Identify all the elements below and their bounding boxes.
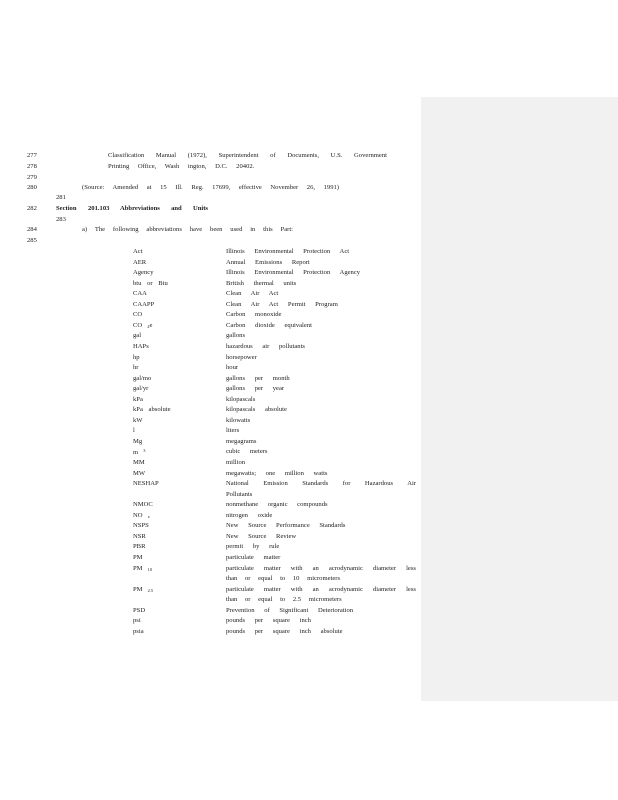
abbreviation-definition: cubic meters [226, 448, 268, 456]
abbreviation-term-text: PM [133, 553, 143, 561]
abbreviation-term-text: NESHAP [133, 480, 159, 488]
abbreviation-definition: liters [226, 427, 240, 435]
abbreviation-definition: megawatts; one million watts [226, 469, 328, 477]
abbreviation-definition-continued: Pollutants [226, 490, 253, 498]
abbreviation-term-text: MM [133, 459, 145, 466]
abbreviation-definition: nonmethane organic compounds [226, 501, 328, 509]
abbreviation-term-text: HAPs [133, 342, 149, 350]
abbreviation-term-text: l [133, 427, 135, 435]
abbreviation-definition-continued: than or equal to 10 micrometers [226, 575, 341, 583]
abbreviation-definition: Clean Air Act Permit Program [226, 300, 338, 308]
abbreviation-definition: kilowatts [226, 416, 251, 424]
abbreviation-definition: kilopascals absolute [226, 406, 287, 414]
section-title: Abbreviations and Units [120, 205, 208, 212]
abbreviation-term-text: gal/yr [133, 385, 149, 393]
abbreviation-term [133, 555, 143, 562]
abbreviation-term [133, 323, 152, 330]
abbreviation-term-text: kW [133, 416, 143, 424]
section-number: 201.103 [88, 205, 110, 212]
line-number: 279 [27, 174, 37, 181]
line-number: 283 [56, 216, 66, 223]
abbreviation-term [133, 449, 145, 457]
abbreviation-term-text: kPa [133, 395, 143, 403]
abbreviation-definition: pounds per square inch absolute [226, 627, 343, 635]
abbreviation-term-text: CAA [133, 290, 147, 298]
abbreviation-definition: gallons per year [226, 385, 285, 393]
abbreviation-term [133, 249, 143, 256]
abbreviation-term [133, 502, 153, 509]
abbreviation-term-text: hr [133, 364, 139, 372]
abbreviation-term [133, 418, 143, 425]
line-number: 282 [27, 205, 37, 212]
abbreviation-term-text: CO [133, 321, 143, 329]
abbreviation-term-text: NMOC [133, 501, 153, 509]
abbreviation-term-text: NSPS [133, 522, 149, 530]
abbreviation-term-text: PM [133, 585, 143, 593]
section-label: Section [56, 205, 77, 212]
abbreviation-term [133, 333, 141, 340]
abbreviation-term-text: m [133, 449, 139, 457]
abbreviation-subscript: 2 [142, 323, 150, 329]
abbreviation-definition: Carbon dioxide equivalent [226, 321, 312, 329]
abbreviation-term-text: NO [133, 511, 143, 519]
reference-line-2: Printing Office, Wash ington, D.C. 20402. [108, 163, 255, 170]
abbreviation-term-text: kPa absolute [133, 406, 171, 414]
abbreviation-definition: horsepower [226, 353, 257, 361]
abbreviation-term [133, 355, 140, 362]
abbreviation-definition: Carbon monoxide [226, 311, 282, 319]
abbreviation-term-text: Mg [133, 437, 143, 445]
abbreviation-subscript: x [142, 513, 150, 519]
abbreviation-term-text: Act [133, 248, 143, 255]
line-number: 281 [56, 194, 66, 201]
abbreviation-definition: National Emission Standards for Hazardous Air [226, 480, 416, 488]
abbreviation-definition: megagrams [226, 437, 257, 445]
abbreviation-term [133, 312, 142, 319]
abbreviation-term [133, 439, 142, 446]
line-number: 284 [27, 226, 37, 233]
abbreviation-subscript: 10 [142, 566, 153, 572]
abbreviation-term-text: PM [133, 564, 143, 572]
abbreviation-term [133, 270, 154, 277]
abbreviation-term [133, 407, 171, 414]
abbreviation-term [133, 566, 152, 573]
abbreviation-definition: particulate matter with an acrodynamic diameter less [226, 564, 416, 572]
abbreviation-term [133, 481, 159, 488]
abbreviation-subscript: 2.5 [142, 587, 154, 593]
abbreviation-definition: gallons per month [226, 374, 290, 382]
abbreviation-term [133, 608, 145, 615]
line-number: 285 [27, 237, 37, 244]
abbreviation-term [133, 344, 149, 351]
line-number: 277 [27, 152, 37, 159]
abbreviation-definition: Clean Air Act [226, 290, 279, 298]
abbreviation-term [133, 260, 146, 267]
abbreviation-term-text: gal [133, 332, 142, 340]
abbreviation-definition: particulate matter [226, 553, 281, 561]
abbreviation-definition: Annual Emissions Report [226, 258, 310, 266]
abbreviation-definition: permit by rule [226, 543, 280, 551]
abbreviation-term [133, 302, 154, 309]
abbreviation-term-text: gal/mo [133, 374, 152, 382]
intro-text: a) The following abbreviations have been used in this Part: [82, 226, 293, 233]
abbreviation-term [133, 471, 145, 478]
abbreviation-term [133, 428, 135, 435]
abbreviation-term [133, 513, 150, 520]
abbreviation-term [133, 397, 143, 404]
abbreviation-definition-continued: than or equal to 2.5 micrometers [226, 596, 342, 604]
abbreviation-term [133, 523, 149, 530]
abbreviation-term-text: AER [133, 258, 147, 266]
abbreviation-definition: Illinois Environmental Protection Act [226, 248, 350, 255]
line-number: 278 [27, 163, 37, 170]
abbreviation-term-text: btu or Btu [133, 279, 168, 287]
abbreviation-term-text: psia [133, 627, 144, 635]
abbreviation-term [133, 618, 141, 625]
abbreviation-superscript: 3 [138, 448, 146, 454]
abbreviation-definition: New Source Review [226, 532, 297, 540]
abbreviation-term [133, 291, 147, 298]
abbreviation-definition: Prevention of Significant Deterioration [226, 606, 354, 614]
abbreviation-term [133, 281, 168, 288]
abbreviation-term-text: psi [133, 617, 141, 625]
abbreviation-definition: pounds per square inch [226, 617, 311, 625]
abbreviation-term [133, 587, 153, 594]
abbreviation-term [133, 365, 139, 372]
abbreviation-term [133, 376, 151, 383]
abbreviation-term [133, 544, 145, 551]
abbreviation-term [133, 460, 145, 467]
abbreviation-definition: hazardous air pollutants [226, 342, 305, 350]
abbreviation-definition: British thermal units [226, 279, 297, 287]
abbreviation-term [133, 629, 144, 636]
abbreviation-definition: New Source Performance Standards [226, 522, 346, 530]
abbreviation-term [133, 386, 148, 393]
abbreviation-definition: hour [226, 364, 239, 372]
markup-pane [421, 97, 618, 701]
abbreviation-term [133, 534, 146, 541]
abbreviation-definition: million [226, 459, 246, 466]
abbreviation-definition: particulate matter with an acrodynamic diameter less [226, 585, 416, 593]
abbreviation-suffix: e [149, 321, 153, 329]
abbreviation-term-text: Agency [133, 269, 154, 277]
reference-line-1: Classification Manual (1972), Superintendent of Documents, U.S. Government [108, 152, 387, 159]
abbreviation-term-text: MW [133, 469, 146, 477]
source-note: (Source: Amended at 15 Ill. Reg. 17699, effective November 26, 1991) [82, 184, 339, 191]
abbreviation-term-text: hp [133, 353, 140, 361]
abbreviation-term-text: CO [133, 311, 143, 319]
abbreviation-term-text: PSD [133, 606, 146, 614]
abbreviation-term-text: CAAPP [133, 300, 155, 308]
abbreviation-definition: Illinois Environmental Protection Agency [226, 269, 361, 277]
line-number: 280 [27, 184, 37, 191]
abbreviation-term-text: PBR [133, 543, 146, 551]
abbreviation-term-text: NSR [133, 532, 146, 540]
abbreviation-definition: gallons [226, 332, 246, 340]
abbreviation-definition: nitrogen oxide [226, 511, 273, 519]
abbreviation-definition: kilopascals [226, 395, 256, 403]
